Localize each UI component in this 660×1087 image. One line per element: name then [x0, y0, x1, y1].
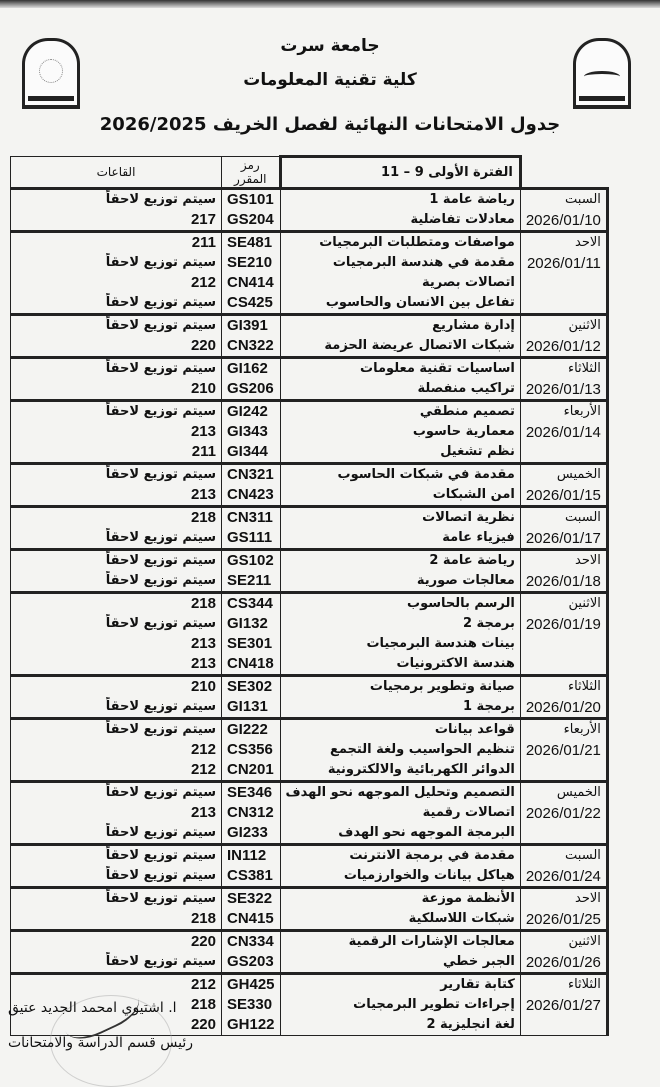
course-name: مواصفات ومتطلبات البرمجيات [319, 235, 515, 250]
exam-room: سيتم توزيع لاحقاً [105, 530, 216, 545]
rooms-cell [11, 401, 222, 464]
course-name: تراكيب منفصلة [417, 381, 515, 396]
course-code: CN321 [227, 466, 274, 483]
exam-room: سيتم توزيع لاحقاً [105, 255, 216, 270]
day-name: الاحد [575, 235, 601, 250]
day-cell [520, 315, 607, 358]
course-name: برمجة 1 [462, 699, 515, 714]
day-name: الاحد [575, 553, 601, 568]
exam-room: 212 [190, 976, 216, 993]
day-row [11, 888, 608, 931]
day-cell [520, 974, 607, 1036]
exam-room: سيتم توزيع لاحقاً [105, 295, 216, 310]
day-cell [520, 358, 607, 401]
course-codes-cell [222, 315, 281, 358]
exam-date: 2026/01/19 [525, 616, 601, 633]
exam-room: سيتم توزيع لاحقاً [105, 891, 216, 906]
course-code: GI343 [227, 423, 268, 440]
course-codes-cell [222, 550, 281, 593]
course-names-cell [280, 845, 520, 888]
course-name: امن الشبكات [432, 487, 515, 502]
exam-date: 2026/01/17 [525, 530, 601, 547]
course-code: CN414 [227, 274, 274, 291]
exam-date: 2026/01/20 [525, 699, 601, 716]
course-codes-cell [222, 401, 281, 464]
day-row [11, 719, 608, 782]
course-codes-cell [222, 931, 281, 974]
course-name: اتصالات بصرية [421, 275, 515, 290]
period-header: الفترة الأولى 9 – 11 [280, 157, 520, 189]
course-code: GI344 [227, 443, 268, 460]
course-code: GH122 [227, 1016, 275, 1033]
course-names-cell [280, 888, 520, 931]
course-code: GS111 [227, 529, 273, 546]
course-name: شبكات اللاسلكية [408, 911, 515, 926]
course-name: كتابة تقارير [440, 977, 515, 992]
course-code: GI242 [227, 403, 268, 420]
day-name: الخميس [556, 467, 601, 482]
course-code: SE211 [227, 572, 272, 589]
exam-date: 2026/01/10 [525, 212, 601, 229]
exam-room: سيتم توزيع لاحقاً [105, 616, 216, 631]
course-name: معادلات تفاضلية [410, 212, 515, 227]
exam-room: 218 [190, 996, 216, 1013]
course-name: البرمجة الموجهه نحو الهدف [338, 825, 515, 840]
rooms-cell [11, 676, 222, 719]
course-code: GI391 [227, 317, 268, 334]
exam-room: 211 [191, 234, 216, 251]
exam-room: 213 [190, 804, 216, 821]
course-code: GS101 [227, 191, 274, 208]
exam-date: 2026/01/24 [525, 868, 601, 885]
course-codes-cell [222, 358, 281, 401]
course-code: CN418 [227, 655, 274, 672]
day-row [11, 401, 608, 464]
exam-room: 213 [190, 635, 216, 652]
signatory-name: ا. اشتيوي امحمد الجديد عتيق [8, 1000, 177, 1016]
exam-room: 220 [190, 337, 216, 354]
course-names-cell [280, 315, 520, 358]
rooms-cell [11, 845, 222, 888]
day-name: الاثنين [568, 318, 601, 333]
course-code: CS381 [227, 867, 273, 884]
day-cell [520, 931, 607, 974]
course-name: قواعد بيانات [434, 722, 515, 737]
course-code: GI233 [227, 824, 268, 841]
course-code: CN311 [227, 509, 273, 526]
course-name: مقدمة في برمجة الانترنت [349, 848, 515, 863]
rooms-cell [11, 931, 222, 974]
document-title: جدول الامتحانات النهائية لفصل الخريف 2026/2025 [99, 114, 561, 135]
day-cell [520, 719, 607, 782]
course-name: مقدمة في هندسة البرمجيات [332, 255, 515, 270]
rooms-cell [11, 593, 222, 676]
course-code: CN322 [227, 337, 274, 354]
day-cell [520, 845, 607, 888]
course-names-cell [280, 464, 520, 507]
exam-room: 210 [190, 678, 216, 695]
exam-date: 2026/01/27 [525, 997, 601, 1014]
day-name: الأربعاء [563, 404, 601, 419]
course-codes-cell [222, 232, 281, 315]
course-name: معالجات الإشارات الرقمية [348, 934, 515, 949]
day-name: الأربعاء [563, 722, 601, 737]
code-header: رمز المقرر [222, 157, 281, 189]
course-name: مقدمة في شبكات الحاسوب [337, 467, 515, 482]
exam-date: 2026/01/15 [525, 487, 601, 504]
rooms-header: القاعات [11, 157, 222, 189]
course-name: الدوائر الكهربائية والالكترونية [327, 762, 515, 777]
day-header-blank [520, 157, 607, 189]
exam-room: 211 [191, 443, 216, 460]
day-row [11, 782, 608, 845]
day-name: الثلاثاء [567, 361, 601, 376]
course-codes-cell [222, 845, 281, 888]
day-cell [520, 189, 607, 232]
day-row [11, 593, 608, 676]
day-cell [520, 232, 607, 315]
course-name: رياضة عامة 1 [429, 192, 515, 207]
day-row [11, 931, 608, 974]
day-name: السبت [565, 192, 601, 207]
day-cell [520, 550, 607, 593]
exam-room: سيتم توزيع لاحقاً [105, 192, 216, 207]
exam-room: 213 [190, 486, 216, 503]
course-name: إدارة مشاريع [432, 318, 515, 333]
day-row [11, 358, 608, 401]
exam-date: 2026/01/21 [525, 742, 601, 759]
course-codes-cell [222, 464, 281, 507]
course-name: الأنظمة موزعة [421, 891, 515, 906]
rooms-cell [11, 507, 222, 550]
course-code: SE481 [227, 234, 273, 251]
day-row [11, 507, 608, 550]
course-names-cell [280, 232, 520, 315]
day-name: السبت [565, 848, 601, 863]
course-name: الرسم بالحاسوب [407, 596, 515, 611]
exam-room: 220 [190, 1016, 216, 1033]
course-codes-cell [222, 782, 281, 845]
exam-date: 2026/01/11 [526, 255, 601, 272]
rooms-cell [11, 888, 222, 931]
exam-date: 2026/01/18 [525, 573, 601, 590]
rooms-cell [11, 782, 222, 845]
course-names-cell [280, 550, 520, 593]
course-name: هندسة الاكترونيات [396, 656, 515, 671]
exam-room: 213 [190, 655, 216, 672]
course-name: إجراءات تطوير البرمجيات [353, 997, 515, 1012]
course-names-cell [280, 401, 520, 464]
course-name: رياضة عامة 2 [429, 553, 515, 568]
course-code: CS356 [227, 741, 273, 758]
exam-room: سيتم توزيع لاحقاً [105, 785, 216, 800]
rooms-cell [11, 719, 222, 782]
rooms-cell [11, 315, 222, 358]
course-name: لغة انجليزية 2 [426, 1017, 515, 1032]
exam-room: سيتم توزيع لاحقاً [105, 699, 216, 714]
exam-room: سيتم توزيع لاحقاً [105, 848, 216, 863]
exam-date: 2026/01/13 [525, 381, 601, 398]
exam-date: 2026/01/14 [525, 424, 601, 441]
course-name: الجبر خطي [443, 954, 515, 969]
exam-room: 218 [190, 509, 216, 526]
exam-room: 212 [190, 741, 216, 758]
table-header-row [11, 157, 608, 189]
exam-room: 220 [190, 933, 216, 950]
course-code: CS344 [227, 595, 273, 612]
course-code: GI132 [227, 615, 268, 632]
day-row [11, 232, 608, 315]
course-name: نظم تشغيل [440, 444, 515, 459]
course-code: IN112 [227, 847, 267, 864]
day-row [11, 189, 608, 232]
course-code: GH425 [227, 976, 275, 993]
course-names-cell [280, 189, 520, 232]
exam-room: 210 [190, 380, 216, 397]
course-name: فيزياء عامة [442, 530, 515, 545]
exam-room: سيتم توزيع لاحقاً [105, 361, 216, 376]
course-code: CS425 [227, 294, 273, 311]
course-name: تنظيم الحواسيب ولغة التجمع [329, 742, 515, 757]
exam-room: سيتم توزيع لاحقاً [105, 825, 216, 840]
course-code: SE210 [227, 254, 273, 271]
day-name: الاثنين [568, 596, 601, 611]
day-cell [520, 676, 607, 719]
rooms-cell [11, 358, 222, 401]
course-code: CN415 [227, 910, 274, 927]
exam-room: سيتم توزيع لاحقاً [105, 722, 216, 737]
course-name: تفاعل بين الانسان والحاسوب [325, 295, 515, 310]
course-code: CN423 [227, 486, 274, 503]
course-code: GI162 [227, 360, 268, 377]
course-codes-cell [222, 888, 281, 931]
day-row [11, 464, 608, 507]
exam-room: 218 [190, 910, 216, 927]
day-name: الثلاثاء [567, 977, 601, 992]
course-codes-cell [222, 974, 281, 1036]
course-code: SE302 [227, 678, 273, 695]
course-name: برمجة 2 [462, 616, 515, 631]
course-code: SE322 [227, 890, 273, 907]
exam-room: سيتم توزيع لاحقاً [105, 404, 216, 419]
exam-room: 213 [190, 423, 216, 440]
exam-room: 212 [190, 761, 216, 778]
course-name: التصميم وتحليل الموجهه نحو الهدف [285, 785, 515, 800]
exam-room: 218 [190, 595, 216, 612]
day-row [11, 845, 608, 888]
course-name: شبكات الاتصال عريضة الحزمة [324, 338, 515, 353]
exam-room: 212 [190, 274, 216, 291]
day-cell [520, 782, 607, 845]
exam-date: 2026/01/22 [525, 805, 601, 822]
course-names-cell [280, 782, 520, 845]
exam-schedule-table [10, 155, 609, 1036]
course-names-cell [280, 358, 520, 401]
exam-room: سيتم توزيع لاحقاً [105, 954, 216, 969]
rooms-cell [11, 189, 222, 232]
course-code: SE301 [227, 635, 273, 652]
course-code: CN312 [227, 804, 274, 821]
university-name: جامعة سرت [280, 36, 380, 56]
day-cell [520, 593, 607, 676]
exam-date: 2026/01/26 [525, 954, 601, 971]
faculty-name: كلية تقنية المعلومات [243, 70, 417, 90]
day-row [11, 550, 608, 593]
day-cell [520, 464, 607, 507]
exam-room: سيتم توزيع لاحقاً [105, 573, 216, 588]
course-name: معالجات صورية [416, 573, 515, 588]
day-row [11, 676, 608, 719]
rooms-cell [11, 232, 222, 315]
day-cell [520, 401, 607, 464]
course-code: GS102 [227, 552, 274, 569]
course-name: صيانة وتطوير برمجيات [369, 679, 515, 694]
course-code: CN201 [227, 761, 274, 778]
course-codes-cell [222, 719, 281, 782]
course-codes-cell [222, 676, 281, 719]
course-names-cell [280, 593, 520, 676]
course-name: معمارية حاسوب [412, 424, 515, 439]
exam-room: سيتم توزيع لاحقاً [105, 467, 216, 482]
day-name: الاحد [575, 891, 601, 906]
course-name: اتصالات رقمية [422, 805, 515, 820]
signatory-role: رئيس قسم الدراسة والامتحانات [8, 1035, 193, 1051]
course-names-cell [280, 676, 520, 719]
day-cell [520, 888, 607, 931]
course-name: بينات هندسة البرمجيات [366, 636, 515, 651]
course-names-cell [280, 974, 520, 1036]
course-code: GI131 [227, 698, 268, 715]
day-cell [520, 507, 607, 550]
rooms-cell [11, 464, 222, 507]
course-codes-cell [222, 189, 281, 232]
course-codes-cell [222, 507, 281, 550]
course-names-cell [280, 931, 520, 974]
course-code: GI222 [227, 721, 268, 738]
exam-room: سيتم توزيع لاحقاً [105, 553, 216, 568]
exam-date: 2026/01/12 [525, 338, 601, 355]
course-code: GS206 [227, 380, 274, 397]
exam-room: سيتم توزيع لاحقاً [105, 318, 216, 333]
rooms-cell [11, 550, 222, 593]
day-name: السبت [565, 510, 601, 525]
day-name: الاثنين [568, 934, 601, 949]
course-names-cell [280, 719, 520, 782]
course-code: GS204 [227, 211, 274, 228]
course-names-cell [280, 507, 520, 550]
day-row [11, 315, 608, 358]
exam-room: سيتم توزيع لاحقاً [105, 868, 216, 883]
day-name: الثلاثاء [567, 679, 601, 694]
course-code: GS203 [227, 953, 274, 970]
course-name: اساسيات تقنية معلومات [360, 361, 515, 376]
course-code: CN334 [227, 933, 274, 950]
course-code: SE346 [227, 784, 273, 801]
course-codes-cell [222, 593, 281, 676]
course-name: هياكل بيانات والخوارزميات [343, 868, 515, 883]
exam-date: 2026/01/25 [525, 911, 601, 928]
course-name: تصميم منطقي [419, 404, 515, 419]
course-code: SE330 [227, 996, 273, 1013]
scan-edge [0, 0, 660, 8]
exam-room: 217 [190, 211, 216, 228]
day-name: الخميس [556, 785, 601, 800]
course-name: نظرية اتصالات [422, 510, 515, 525]
